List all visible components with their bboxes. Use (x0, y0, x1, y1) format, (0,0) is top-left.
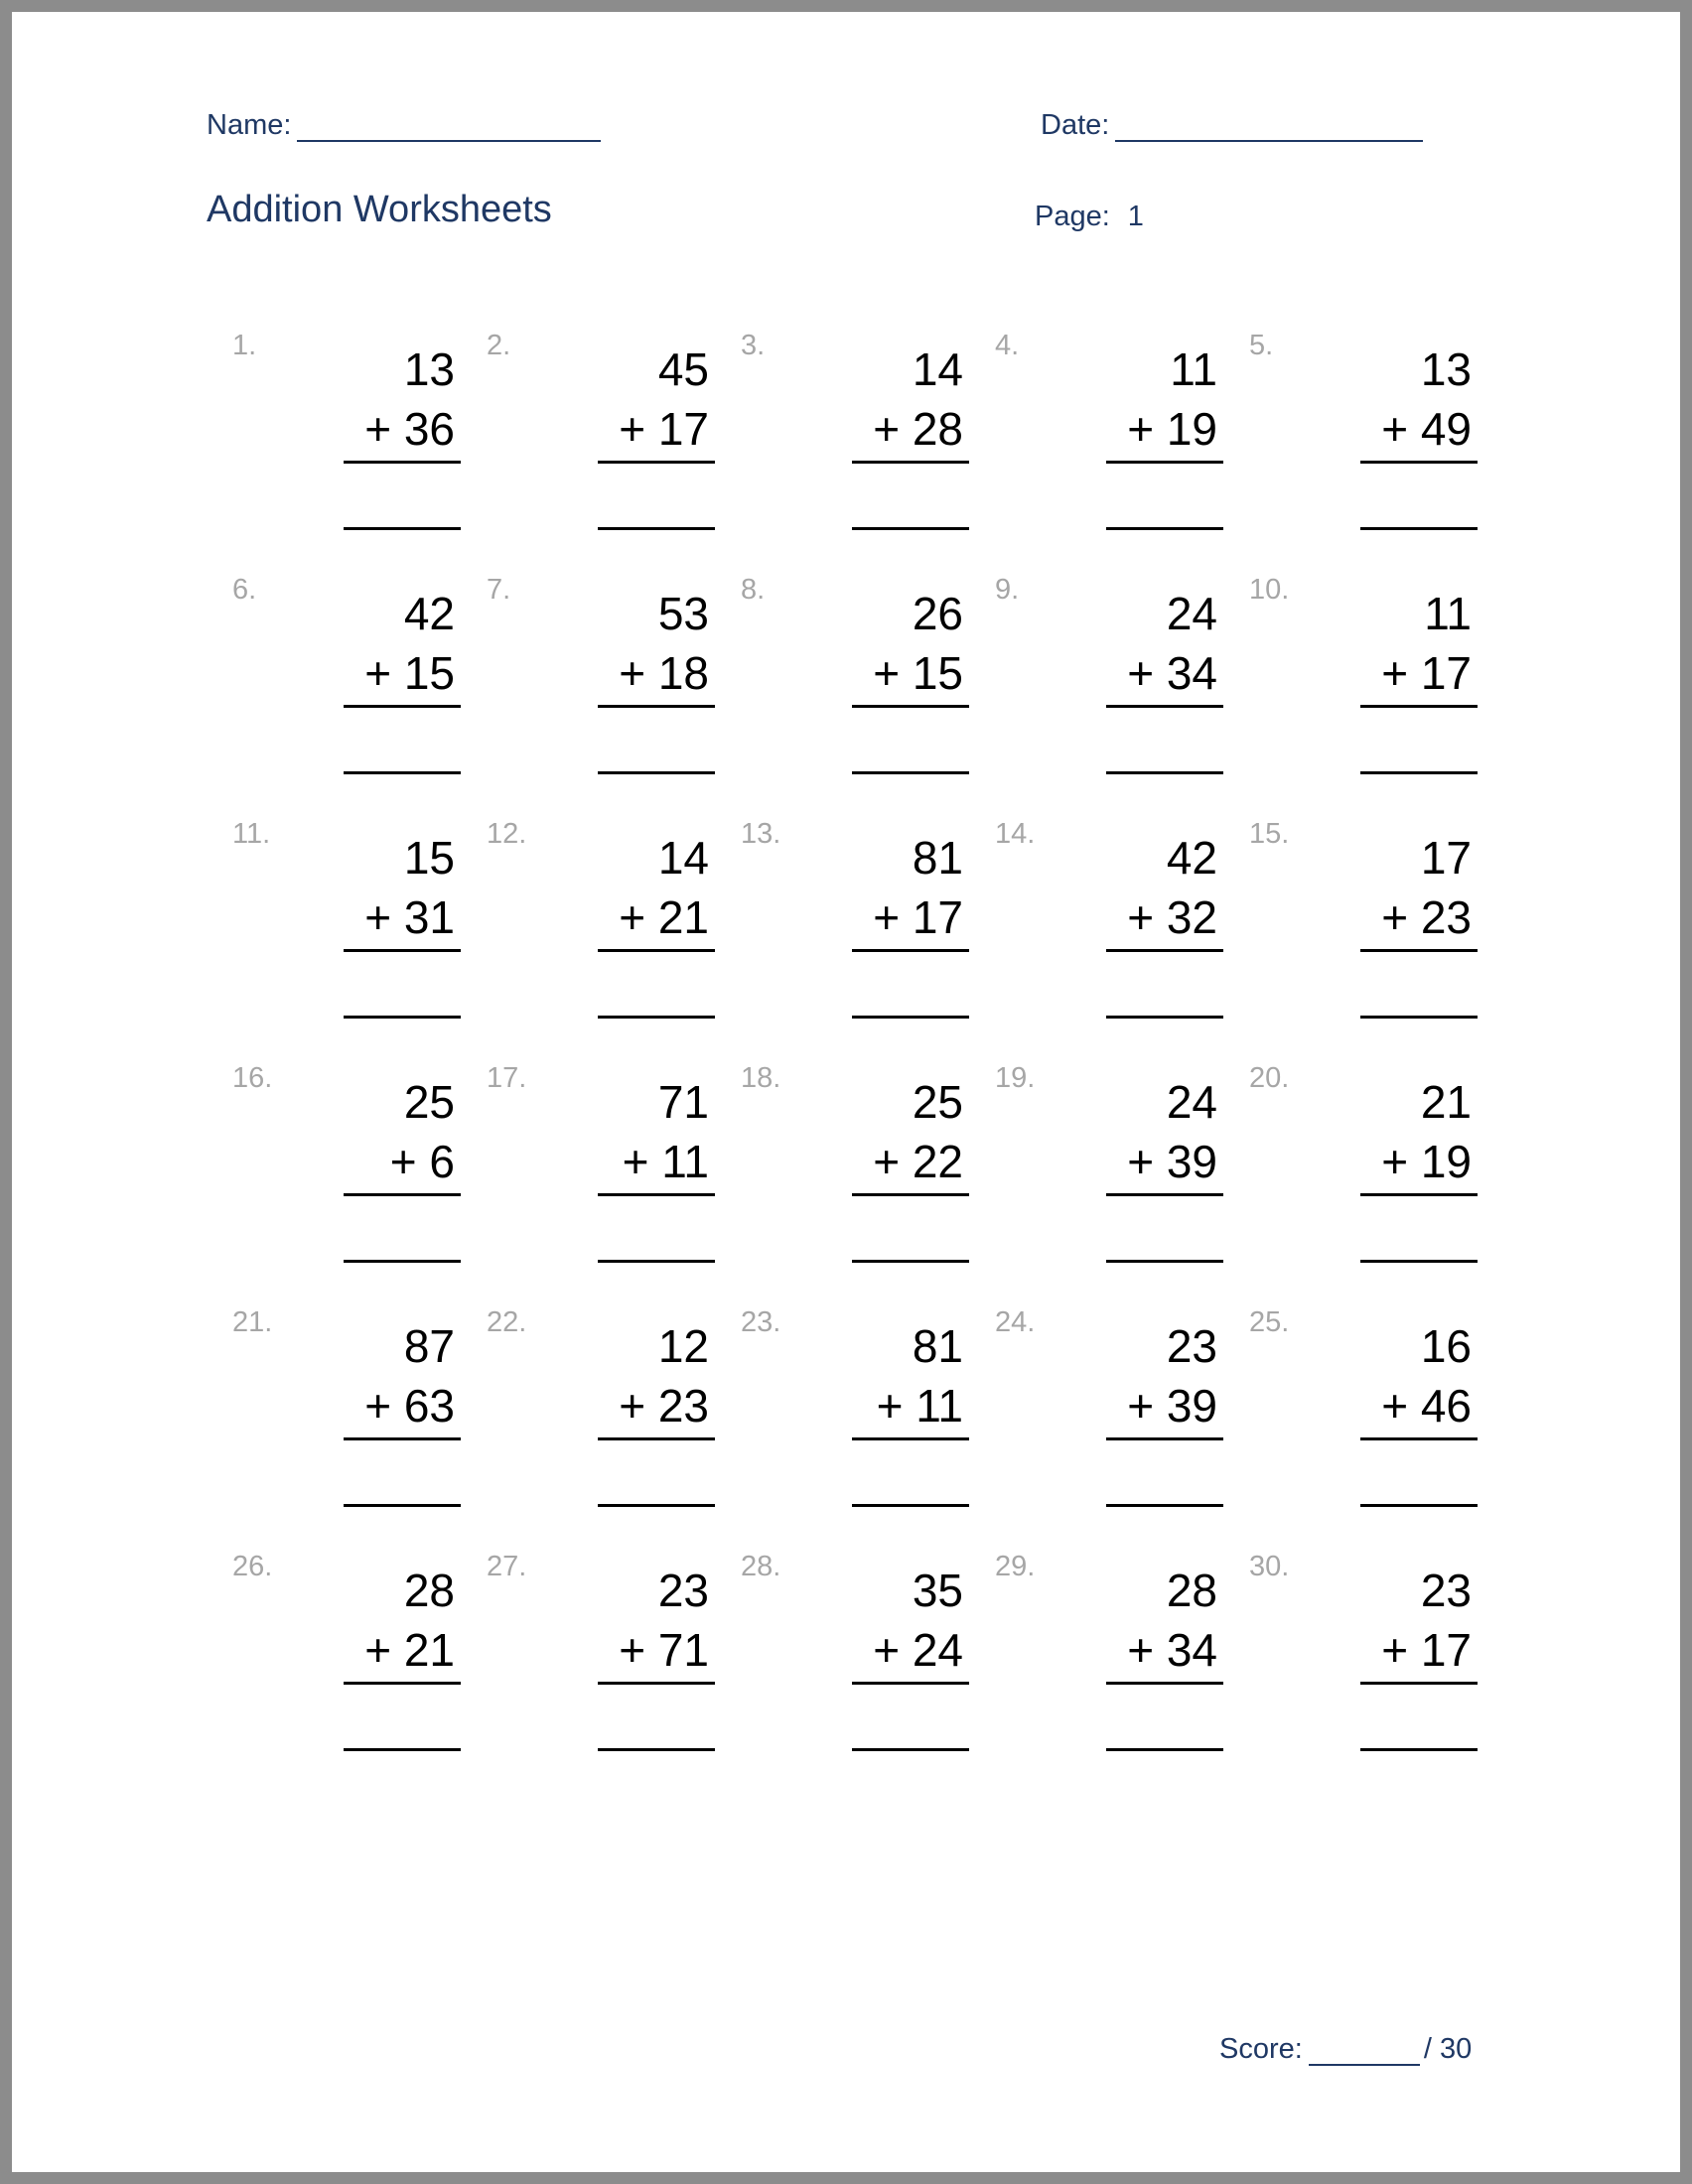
first-addend: 24 (1166, 1076, 1217, 1128)
problem-grid (12, 12, 1680, 2172)
first-addend: 23 (657, 1565, 709, 1616)
page-label: Page: (1035, 201, 1110, 232)
problem-number: 22. (487, 1306, 527, 1338)
problem-number: 1. (232, 330, 257, 361)
sum-rule-line (1106, 705, 1223, 708)
second-addend: + 32 (1127, 891, 1217, 943)
problem-number: 10. (1249, 574, 1290, 606)
sum-rule-line (1360, 1193, 1478, 1196)
answer-blank-line[interactable] (1360, 1748, 1478, 1751)
sum-rule-line (344, 1437, 461, 1440)
second-addend: + 6 (389, 1136, 455, 1187)
problem-24 (995, 1306, 1223, 1505)
sum-rule-line (598, 1193, 715, 1196)
worksheet-page (12, 12, 1680, 2172)
first-addend: 42 (403, 588, 455, 639)
first-addend: 53 (657, 588, 709, 639)
problem-1 (232, 330, 461, 528)
page-number: 1 (1127, 201, 1144, 232)
first-addend: 23 (1420, 1565, 1472, 1616)
problem-21 (232, 1306, 461, 1505)
problem-number: 2. (487, 330, 511, 361)
answer-blank-line[interactable] (1360, 1016, 1478, 1019)
first-addend: 71 (657, 1076, 709, 1128)
answer-blank-line[interactable] (1106, 1504, 1223, 1507)
sum-rule-line (344, 949, 461, 952)
score-blank-line[interactable] (1309, 2034, 1420, 2066)
answer-blank-line[interactable] (344, 1016, 461, 1019)
first-addend: 28 (1166, 1565, 1217, 1616)
sum-rule-line (1106, 1193, 1223, 1196)
problem-number: 9. (995, 574, 1020, 606)
problem-number: 20. (1249, 1062, 1290, 1094)
problem-number: 3. (741, 330, 766, 361)
problem-number: 19. (995, 1062, 1036, 1094)
sum-rule-line (852, 949, 969, 952)
answer-blank-line[interactable] (852, 1260, 969, 1263)
second-addend: + 17 (1381, 647, 1472, 699)
second-addend: + 17 (873, 891, 963, 943)
answer-blank-line[interactable] (852, 1504, 969, 1507)
problem-12 (487, 818, 715, 1017)
first-addend: 45 (657, 343, 709, 395)
second-addend: + 36 (364, 403, 455, 455)
name-label: Name: (207, 109, 292, 141)
first-addend: 14 (912, 343, 963, 395)
answer-blank-line[interactable] (852, 1016, 969, 1019)
sum-rule-line (344, 705, 461, 708)
problem-number: 5. (1249, 330, 1274, 361)
sum-rule-line (852, 1437, 969, 1440)
problem-number: 28. (741, 1551, 781, 1582)
problem-8 (741, 574, 969, 772)
sum-rule-line (1360, 1437, 1478, 1440)
problem-number: 12. (487, 818, 527, 850)
first-addend: 17 (1420, 832, 1472, 884)
second-addend: + 71 (619, 1624, 709, 1676)
answer-blank-line[interactable] (852, 527, 969, 530)
second-addend: + 34 (1127, 1624, 1217, 1676)
second-addend: + 18 (619, 647, 709, 699)
first-addend: 26 (912, 588, 963, 639)
answer-blank-line[interactable] (344, 1748, 461, 1751)
second-addend: + 19 (1381, 1136, 1472, 1187)
problem-16 (232, 1062, 461, 1261)
problem-6 (232, 574, 461, 772)
problem-number: 21. (232, 1306, 273, 1338)
problem-7 (487, 574, 715, 772)
second-addend: + 19 (1127, 403, 1217, 455)
problem-number: 7. (487, 574, 511, 606)
answer-blank-line[interactable] (1106, 1748, 1223, 1751)
second-addend: + 63 (364, 1380, 455, 1432)
answer-blank-line[interactable] (852, 1748, 969, 1751)
first-addend: 13 (1420, 343, 1472, 395)
sum-rule-line (598, 949, 715, 952)
second-addend: + 23 (1381, 891, 1472, 943)
first-addend: 11 (1424, 588, 1472, 639)
problem-9 (995, 574, 1223, 772)
sum-rule-line (598, 461, 715, 464)
second-addend: + 39 (1127, 1380, 1217, 1432)
problem-number: 6. (232, 574, 257, 606)
problem-10 (1249, 574, 1478, 772)
answer-blank-line[interactable] (1360, 1504, 1478, 1507)
answer-blank-line[interactable] (1360, 1260, 1478, 1263)
second-addend: + 15 (873, 647, 963, 699)
first-addend: 42 (1166, 832, 1217, 884)
first-addend: 24 (1166, 588, 1217, 639)
sum-rule-line (598, 1437, 715, 1440)
second-addend: + 31 (364, 891, 455, 943)
second-addend: + 15 (364, 647, 455, 699)
first-addend: 87 (403, 1320, 455, 1372)
second-addend: + 49 (1381, 403, 1472, 455)
second-addend: + 11 (876, 1380, 963, 1432)
sum-rule-line (1106, 949, 1223, 952)
problem-27 (487, 1551, 715, 1749)
answer-blank-line[interactable] (344, 1504, 461, 1507)
answer-blank-line[interactable] (344, 1260, 461, 1263)
sum-rule-line (598, 1682, 715, 1685)
answer-blank-line[interactable] (1106, 527, 1223, 530)
problem-number: 13. (741, 818, 781, 850)
answer-blank-line[interactable] (344, 527, 461, 530)
problem-number: 30. (1249, 1551, 1290, 1582)
answer-blank-line[interactable] (1360, 771, 1478, 774)
second-addend: + 39 (1127, 1136, 1217, 1187)
problem-2 (487, 330, 715, 528)
answer-blank-line[interactable] (1360, 527, 1478, 530)
answer-blank-line[interactable] (598, 771, 715, 774)
problem-15 (1249, 818, 1478, 1017)
second-addend: + 23 (619, 1380, 709, 1432)
sum-rule-line (344, 461, 461, 464)
problem-23 (741, 1306, 969, 1505)
problem-11 (232, 818, 461, 1017)
first-addend: 25 (403, 1076, 455, 1128)
first-addend: 14 (657, 832, 709, 884)
second-addend: + 21 (364, 1624, 455, 1676)
second-addend: + 22 (873, 1136, 963, 1187)
score-total: / 30 (1423, 2033, 1473, 2065)
date-label: Date: (1041, 109, 1110, 141)
second-addend: + 11 (622, 1136, 709, 1187)
problem-19 (995, 1062, 1223, 1261)
first-addend: 81 (912, 832, 963, 884)
problem-number: 18. (741, 1062, 781, 1094)
first-addend: 13 (403, 343, 455, 395)
problem-26 (232, 1551, 461, 1749)
problem-number: 16. (232, 1062, 273, 1094)
problem-number: 26. (232, 1551, 273, 1582)
problem-number: 29. (995, 1551, 1036, 1582)
problem-18 (741, 1062, 969, 1261)
answer-blank-line[interactable] (598, 1504, 715, 1507)
first-addend: 28 (403, 1565, 455, 1616)
problem-29 (995, 1551, 1223, 1749)
second-addend: + 34 (1127, 647, 1217, 699)
problem-4 (995, 330, 1223, 528)
second-addend: + 17 (619, 403, 709, 455)
problem-25 (1249, 1306, 1478, 1505)
answer-blank-line[interactable] (598, 1748, 715, 1751)
problem-17 (487, 1062, 715, 1261)
problem-28 (741, 1551, 969, 1749)
first-addend: 21 (1420, 1076, 1472, 1128)
sum-rule-line (852, 1193, 969, 1196)
problem-number: 23. (741, 1306, 781, 1338)
answer-blank-line[interactable] (852, 771, 969, 774)
sum-rule-line (598, 705, 715, 708)
problem-number: 15. (1249, 818, 1290, 850)
score-label: Score: (1219, 2033, 1303, 2065)
score-field (1219, 2033, 1472, 2066)
problem-3 (741, 330, 969, 528)
answer-blank-line[interactable] (598, 527, 715, 530)
problem-number: 24. (995, 1306, 1036, 1338)
second-addend: + 46 (1381, 1380, 1472, 1432)
second-addend: + 24 (873, 1624, 963, 1676)
first-addend: 15 (403, 832, 455, 884)
sum-rule-line (344, 1682, 461, 1685)
sum-rule-line (1360, 949, 1478, 952)
sum-rule-line (852, 705, 969, 708)
answer-blank-line[interactable] (1106, 1260, 1223, 1263)
problem-number: 14. (995, 818, 1036, 850)
sum-rule-line (1106, 1682, 1223, 1685)
problem-20 (1249, 1062, 1478, 1261)
problem-30 (1249, 1551, 1478, 1749)
sum-rule-line (1106, 461, 1223, 464)
second-addend: + 28 (873, 403, 963, 455)
problem-5 (1249, 330, 1478, 528)
answer-blank-line[interactable] (344, 771, 461, 774)
sum-rule-line (852, 461, 969, 464)
sum-rule-line (344, 1193, 461, 1196)
answer-blank-line[interactable] (1106, 771, 1223, 774)
first-addend: 11 (1170, 343, 1217, 395)
first-addend: 81 (912, 1320, 963, 1372)
page-title: Addition Worksheets (207, 189, 552, 230)
sum-rule-line (1360, 1682, 1478, 1685)
problem-number: 25. (1249, 1306, 1290, 1338)
first-addend: 35 (912, 1565, 963, 1616)
sum-rule-line (1360, 705, 1478, 708)
first-addend: 12 (657, 1320, 709, 1372)
problem-number: 11. (232, 818, 271, 850)
second-addend: + 17 (1381, 1624, 1472, 1676)
second-addend: + 21 (619, 891, 709, 943)
answer-blank-line[interactable] (1106, 1016, 1223, 1019)
answer-blank-line[interactable] (598, 1016, 715, 1019)
answer-blank-line[interactable] (598, 1260, 715, 1263)
problem-number: 17. (487, 1062, 527, 1094)
problem-number: 8. (741, 574, 766, 606)
problem-number: 4. (995, 330, 1020, 361)
problem-13 (741, 818, 969, 1017)
problem-14 (995, 818, 1223, 1017)
first-addend: 16 (1420, 1320, 1472, 1372)
sum-rule-line (1106, 1437, 1223, 1440)
first-addend: 23 (1166, 1320, 1217, 1372)
problem-22 (487, 1306, 715, 1505)
first-addend: 25 (912, 1076, 963, 1128)
sum-rule-line (852, 1682, 969, 1685)
sum-rule-line (1360, 461, 1478, 464)
problem-number: 27. (487, 1551, 527, 1582)
